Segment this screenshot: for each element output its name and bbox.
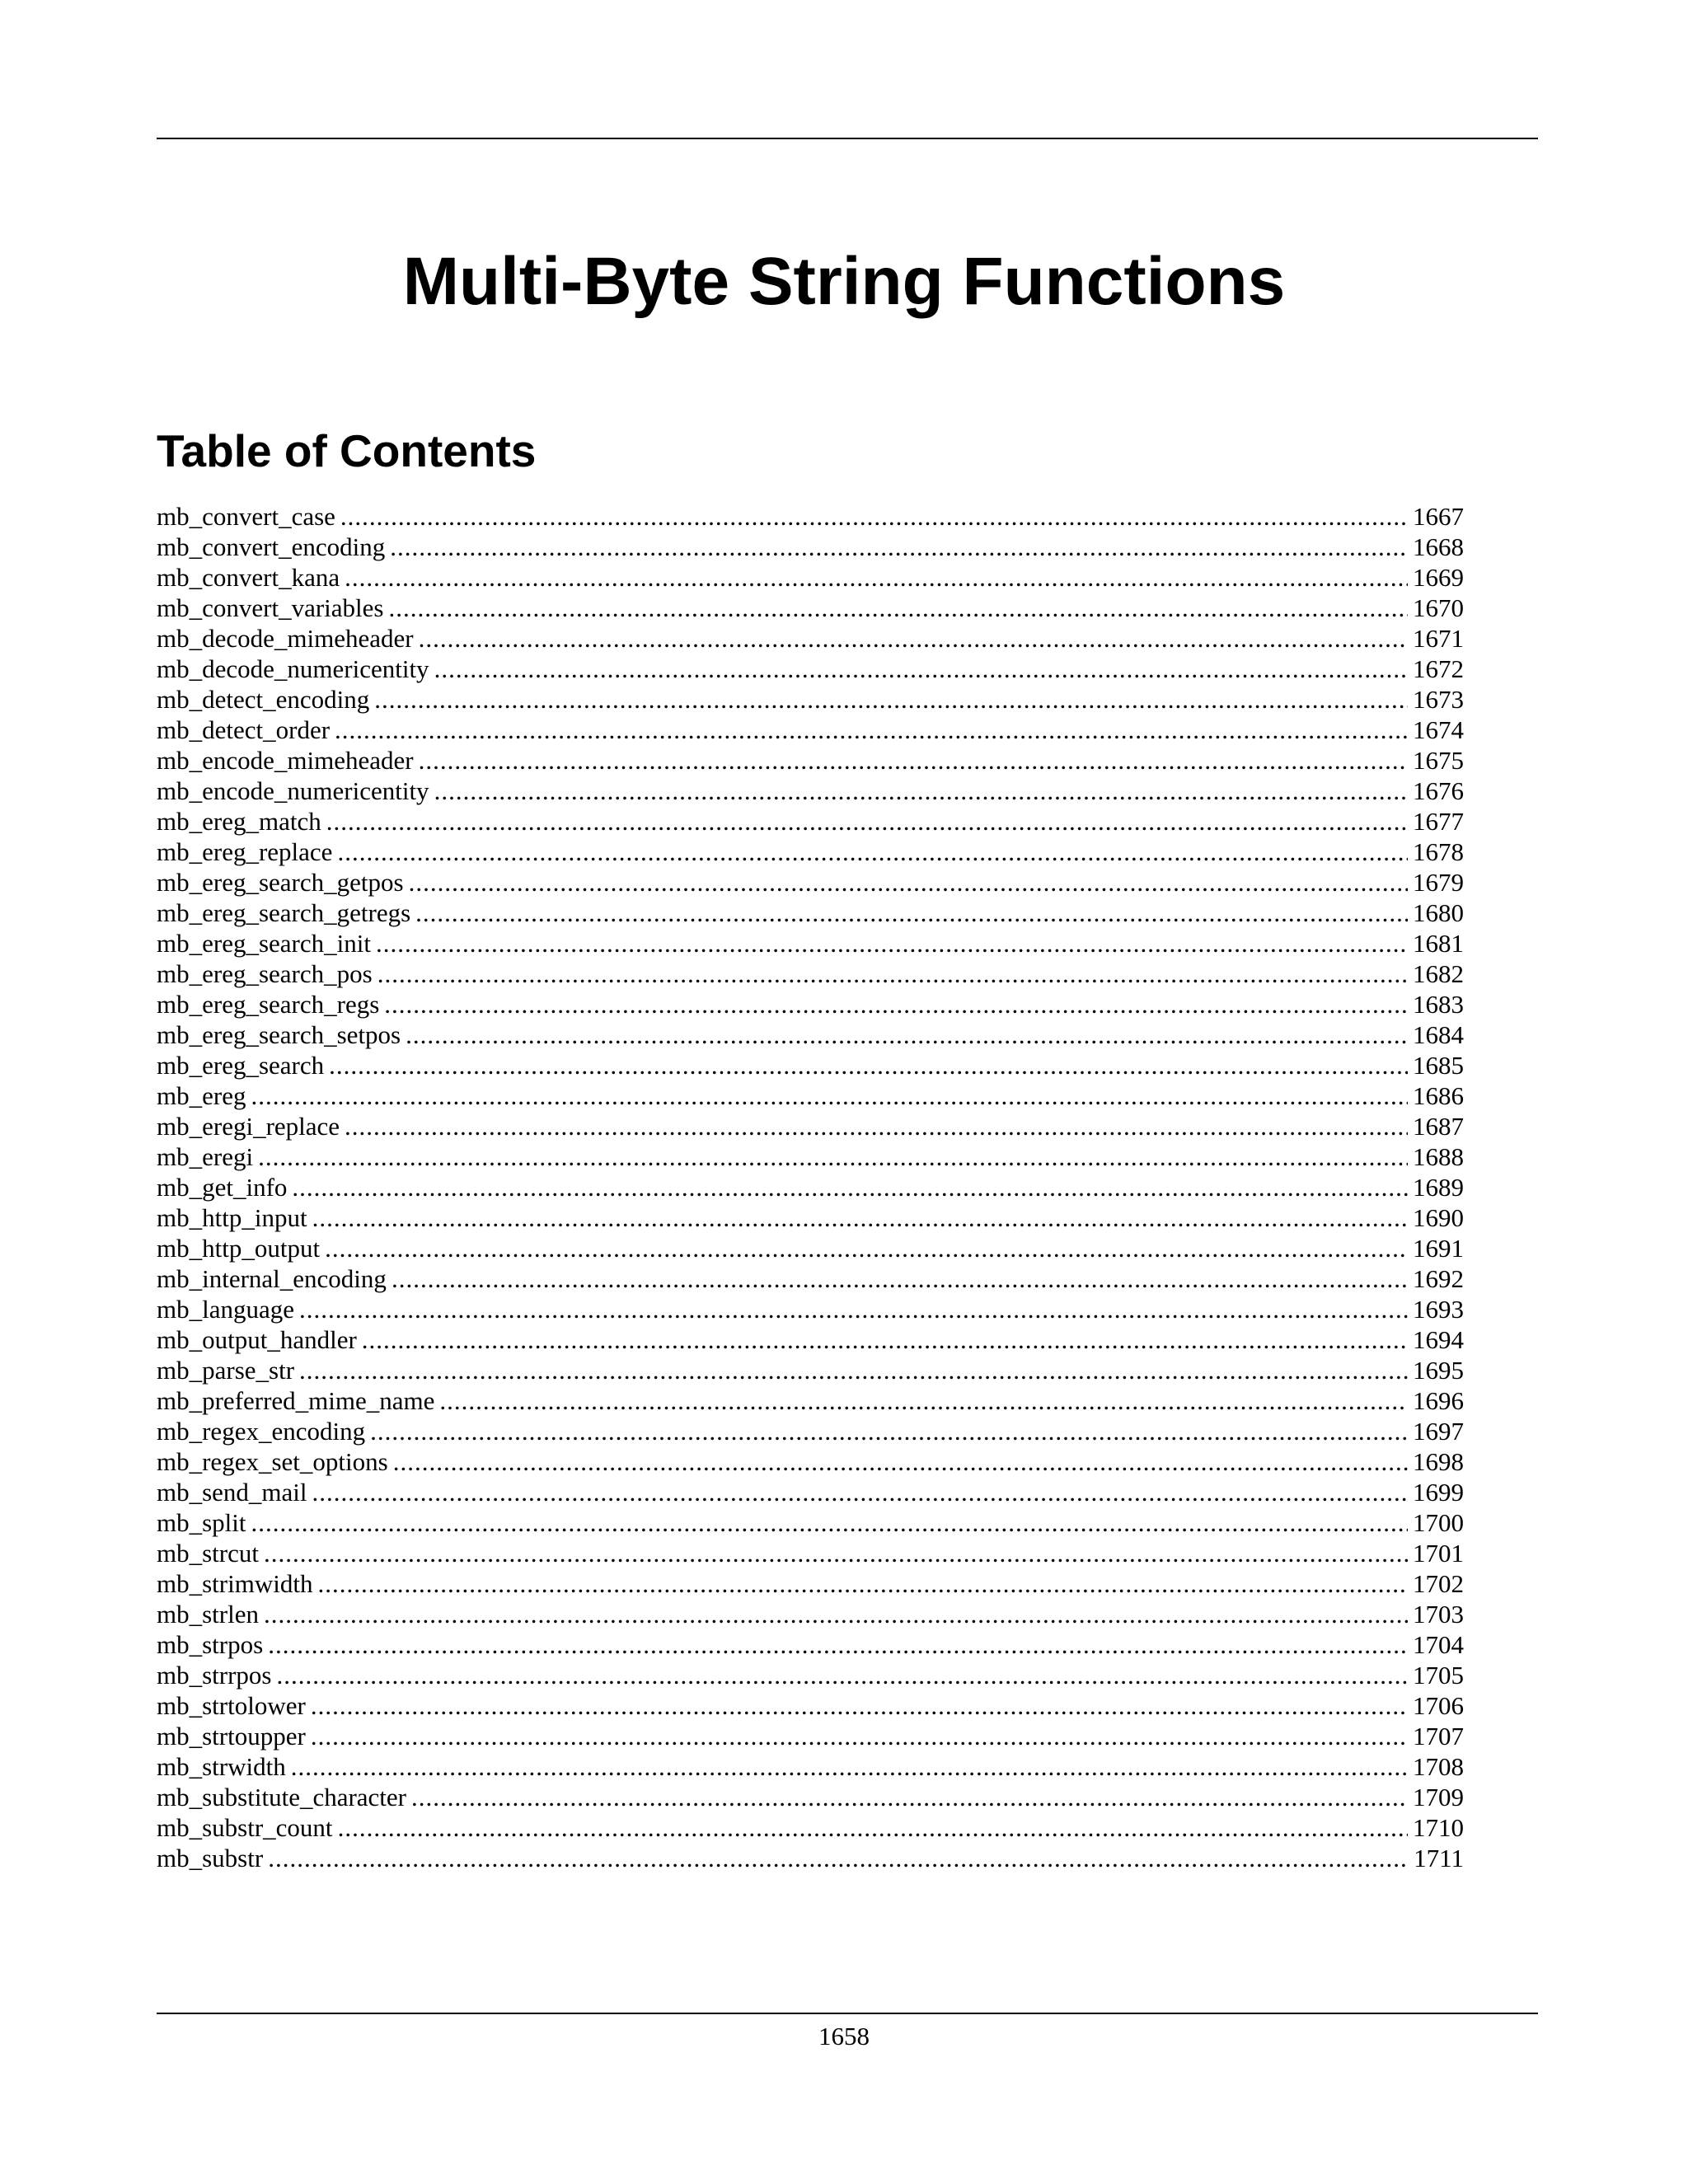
- toc-dot-leader: [326, 806, 1408, 837]
- toc-entry-page: 1684: [1413, 1020, 1464, 1049]
- toc-entry-name: mb_strcut: [157, 1539, 259, 1568]
- toc-entry-name: mb_ereg_search: [157, 1051, 325, 1080]
- toc-entry-name: mb_ereg_replace: [157, 837, 333, 866]
- toc-entry-name: mb_parse_str: [157, 1356, 295, 1385]
- toc-dot-leader: [415, 898, 1408, 928]
- toc-entry-page: 1675: [1413, 746, 1464, 775]
- toc-dot-leader: [325, 1233, 1408, 1263]
- toc-dot-leader: [340, 501, 1408, 532]
- toc-entry-name: mb_eregi: [157, 1142, 254, 1171]
- toc-entry-page: 1678: [1413, 837, 1464, 866]
- toc-entry[interactable]: [157, 1629, 1464, 1660]
- toc-dot-leader: [291, 1751, 1408, 1782]
- toc-entry[interactable]: [157, 1263, 1464, 1294]
- toc-entry-name: mb_ereg_search_setpos: [157, 1020, 401, 1049]
- toc-entry-page: 1673: [1413, 685, 1464, 714]
- toc-entry-page: 1679: [1413, 868, 1464, 897]
- toc-entry-page: 1698: [1413, 1447, 1464, 1476]
- toc-entry[interactable]: [157, 684, 1464, 715]
- toc-entry[interactable]: [157, 1568, 1464, 1599]
- toc-entry-name: mb_strtoupper: [157, 1722, 306, 1750]
- toc-entry-name: mb_strrpos: [157, 1661, 272, 1690]
- toc-entry-page: 1708: [1413, 1752, 1464, 1781]
- toc-dot-leader: [317, 1568, 1408, 1599]
- toc-dot-leader: [311, 1690, 1408, 1721]
- toc-entry-page: 1696: [1413, 1386, 1464, 1415]
- toc-dot-leader: [277, 1660, 1409, 1690]
- toc-dot-leader: [374, 684, 1408, 715]
- toc-entry-name: mb_ereg_search_regs: [157, 990, 380, 1019]
- toc-entry-page: 1676: [1413, 776, 1464, 805]
- toc-entry[interactable]: [157, 562, 1464, 593]
- toc-dot-leader: [384, 989, 1408, 1019]
- toc-entry[interactable]: [157, 593, 1464, 623]
- toc-entry[interactable]: [157, 1660, 1464, 1690]
- toc-entry-page: 1711: [1414, 1844, 1464, 1872]
- toc-entry[interactable]: [157, 867, 1464, 898]
- toc-dot-leader: [312, 1477, 1408, 1507]
- toc-dot-leader: [434, 654, 1408, 684]
- toc-dot-leader: [393, 1446, 1408, 1477]
- toc-entry-page: 1700: [1413, 1508, 1464, 1537]
- toc-entry[interactable]: [157, 1050, 1464, 1080]
- toc-entry-name: mb_language: [157, 1295, 295, 1324]
- toc-entry-page: 1685: [1413, 1051, 1464, 1080]
- toc-entry-page: 1694: [1413, 1325, 1464, 1354]
- toc-entry-name: mb_convert_case: [157, 502, 335, 531]
- toc-dot-leader: [345, 562, 1408, 593]
- toc-entry-page: 1697: [1413, 1417, 1464, 1446]
- toc-entry-page: 1704: [1413, 1630, 1464, 1659]
- toc-entry[interactable]: [157, 532, 1464, 562]
- toc-entry-page: 1703: [1413, 1600, 1464, 1629]
- toc-entry-name: mb_encode_mimeheader: [157, 746, 414, 775]
- toc-entry-name: mb_decode_numericentity: [157, 654, 429, 683]
- toc-dot-leader: [338, 1812, 1408, 1843]
- toc-entry-page: 1670: [1413, 593, 1464, 622]
- toc-dot-leader: [345, 1111, 1408, 1141]
- toc-dot-leader: [312, 1202, 1408, 1233]
- toc-entry[interactable]: [157, 623, 1464, 654]
- toc-entry-page: 1672: [1413, 654, 1464, 683]
- toc-entry[interactable]: [157, 1080, 1464, 1111]
- toc-entry[interactable]: [157, 1416, 1464, 1446]
- toc-entry-page: 1674: [1413, 715, 1464, 744]
- toc-dot-leader: [251, 1080, 1408, 1111]
- toc-entry-name: mb_ereg_search_getregs: [157, 898, 411, 927]
- toc-dot-leader: [311, 1721, 1408, 1751]
- toc-entry[interactable]: [157, 1172, 1464, 1202]
- toc-dot-leader: [434, 776, 1408, 806]
- toc-entry[interactable]: [157, 654, 1464, 684]
- toc-entry-page: 1709: [1413, 1783, 1464, 1811]
- toc-entry[interactable]: [157, 1385, 1464, 1416]
- toc-entry-name: mb_eregi_replace: [157, 1112, 340, 1141]
- toc-entry-name: mb_strwidth: [157, 1752, 286, 1781]
- toc-entry-name: mb_convert_encoding: [157, 532, 386, 561]
- toc-entry-name: mb_preferred_mime_name: [157, 1386, 435, 1415]
- toc-entry[interactable]: [157, 837, 1464, 867]
- toc-entry[interactable]: [157, 1446, 1464, 1477]
- toc-dot-leader: [390, 532, 1408, 562]
- toc-entry-page: 1668: [1413, 532, 1464, 561]
- toc-dot-leader: [392, 1263, 1408, 1294]
- toc-entry-page: 1707: [1413, 1722, 1464, 1750]
- toc-entry-page: 1691: [1413, 1234, 1464, 1263]
- toc-entry[interactable]: [157, 1812, 1464, 1843]
- toc-dot-leader: [388, 593, 1408, 623]
- toc-entry-name: mb_substr_count: [157, 1813, 333, 1842]
- toc-entry[interactable]: [157, 958, 1464, 989]
- toc-entry[interactable]: [157, 1324, 1464, 1355]
- toc-entry-name: mb_decode_mimeheader: [157, 624, 414, 653]
- toc-dot-leader: [335, 715, 1408, 745]
- toc-dot-leader: [409, 867, 1408, 898]
- toc-dot-leader: [377, 958, 1408, 989]
- toc-entry-page: 1682: [1413, 959, 1464, 988]
- toc-dot-leader: [264, 1538, 1408, 1568]
- toc-entry-page: 1680: [1413, 898, 1464, 927]
- toc-entry[interactable]: [157, 501, 1464, 532]
- toc-entry-page: 1692: [1413, 1264, 1464, 1293]
- toc-entry[interactable]: [157, 1721, 1464, 1751]
- toc-dot-leader: [419, 745, 1408, 776]
- toc-entry-page: 1699: [1413, 1478, 1464, 1507]
- toc-dot-leader: [411, 1782, 1408, 1812]
- toc-dot-leader: [251, 1507, 1408, 1538]
- toc-entry-page: 1688: [1413, 1142, 1464, 1171]
- toc-dot-leader: [406, 1019, 1408, 1050]
- toc-dot-leader: [299, 1294, 1408, 1324]
- toc-entry-name: mb_split: [157, 1508, 246, 1537]
- toc-entry[interactable]: [157, 1507, 1464, 1538]
- toc-entry[interactable]: [157, 928, 1464, 958]
- toc-entry-page: 1671: [1413, 624, 1464, 653]
- toc-entry[interactable]: [157, 1019, 1464, 1050]
- toc-entry-name: mb_ereg: [157, 1081, 246, 1110]
- toc-dot-leader: [329, 1050, 1408, 1080]
- toc-entry-name: mb_http_output: [157, 1234, 321, 1263]
- toc-entry[interactable]: [157, 715, 1464, 745]
- toc-entry-name: mb_encode_numericentity: [157, 776, 429, 805]
- toc-entry[interactable]: [157, 1751, 1464, 1782]
- toc-entry[interactable]: [157, 1141, 1464, 1172]
- toc-entry-page: 1683: [1413, 990, 1464, 1019]
- toc-entry[interactable]: [157, 1538, 1464, 1568]
- toc-entry-page: 1702: [1413, 1569, 1464, 1598]
- toc-entry-name: mb_detect_order: [157, 715, 331, 744]
- toc-dot-leader: [370, 1416, 1408, 1446]
- toc-entry-name: mb_detect_encoding: [157, 685, 370, 714]
- toc-entry-page: 1686: [1413, 1081, 1464, 1110]
- toc-entry[interactable]: [157, 1843, 1464, 1873]
- toc-entry-page: 1690: [1413, 1203, 1464, 1232]
- toc-entry[interactable]: [157, 1111, 1464, 1141]
- toc-entry[interactable]: [157, 1477, 1464, 1507]
- toc-entry-name: mb_output_handler: [157, 1325, 357, 1354]
- toc-list: [157, 501, 1464, 1873]
- toc-entry[interactable]: [157, 1355, 1464, 1385]
- toc-entry[interactable]: [157, 745, 1464, 776]
- toc-entry-page: 1706: [1413, 1691, 1464, 1720]
- header-rule: [157, 138, 1538, 139]
- toc-entry-page: 1695: [1413, 1356, 1464, 1385]
- toc-entry-name: mb_get_info: [157, 1173, 288, 1202]
- toc-dot-leader: [264, 1599, 1408, 1629]
- toc-entry[interactable]: [157, 806, 1464, 837]
- toc-entry-page: 1687: [1413, 1112, 1464, 1141]
- toc-dot-leader: [268, 1843, 1409, 1873]
- toc-entry[interactable]: [157, 1233, 1464, 1263]
- toc-entry[interactable]: [157, 1690, 1464, 1721]
- toc-entry-name: mb_regex_encoding: [157, 1417, 366, 1446]
- toc-entry-name: mb_regex_set_options: [157, 1447, 388, 1476]
- toc-entry-name: mb_ereg_search_pos: [157, 959, 373, 988]
- toc-entry-name: mb_ereg_match: [157, 807, 321, 836]
- toc-entry-name: mb_ereg_search_getpos: [157, 868, 404, 897]
- toc-entry[interactable]: [157, 989, 1464, 1019]
- toc-entry-page: 1677: [1413, 807, 1464, 836]
- footer-rule: [157, 2013, 1538, 2014]
- toc-entry-page: 1681: [1413, 929, 1464, 958]
- toc-entry[interactable]: [157, 1782, 1464, 1812]
- toc-entry-name: mb_strimwidth: [157, 1569, 313, 1598]
- toc-entry-name: mb_convert_variables: [157, 593, 384, 622]
- toc-dot-leader: [292, 1172, 1408, 1202]
- toc-dot-leader: [362, 1324, 1408, 1355]
- toc-entry-page: 1701: [1413, 1539, 1464, 1568]
- toc-entry-name: mb_ereg_search_init: [157, 929, 371, 958]
- toc-entry-name: mb_internal_encoding: [157, 1264, 387, 1293]
- toc-entry-name: mb_strlen: [157, 1600, 259, 1629]
- toc-dot-leader: [268, 1629, 1408, 1660]
- toc-dot-leader: [419, 623, 1408, 654]
- toc-entry-page: 1693: [1413, 1295, 1464, 1324]
- toc-entry[interactable]: [157, 776, 1464, 806]
- toc-entry-name: mb_send_mail: [157, 1478, 307, 1507]
- toc-entry[interactable]: [157, 898, 1464, 928]
- toc-entry-page: 1705: [1413, 1661, 1464, 1690]
- toc-dot-leader: [439, 1385, 1408, 1416]
- toc-entry-page: 1669: [1413, 563, 1464, 592]
- toc-entry[interactable]: [157, 1599, 1464, 1629]
- toc-entry-page: 1710: [1413, 1813, 1464, 1842]
- toc-dot-leader: [376, 928, 1408, 958]
- toc-entry-name: mb_strpos: [157, 1630, 264, 1659]
- toc-entry-name: mb_substr: [157, 1844, 264, 1872]
- toc-entry[interactable]: [157, 1202, 1464, 1233]
- toc-entry-page: 1689: [1413, 1173, 1464, 1202]
- toc-entry-name: mb_convert_kana: [157, 563, 340, 592]
- toc-dot-leader: [337, 837, 1408, 867]
- toc-entry-name: mb_substitute_character: [157, 1783, 407, 1811]
- toc-dot-leader: [299, 1355, 1408, 1385]
- toc-heading: Table of Contents: [157, 425, 537, 476]
- toc-entry[interactable]: [157, 1294, 1464, 1324]
- toc-dot-leader: [258, 1141, 1408, 1172]
- page-number: 1658: [818, 2022, 870, 2050]
- page-title: Multi-Byte String Functions: [402, 244, 1286, 319]
- toc-entry-name: mb_http_input: [157, 1203, 307, 1232]
- toc-entry-page: 1667: [1413, 502, 1464, 531]
- toc-entry-name: mb_strtolower: [157, 1691, 306, 1720]
